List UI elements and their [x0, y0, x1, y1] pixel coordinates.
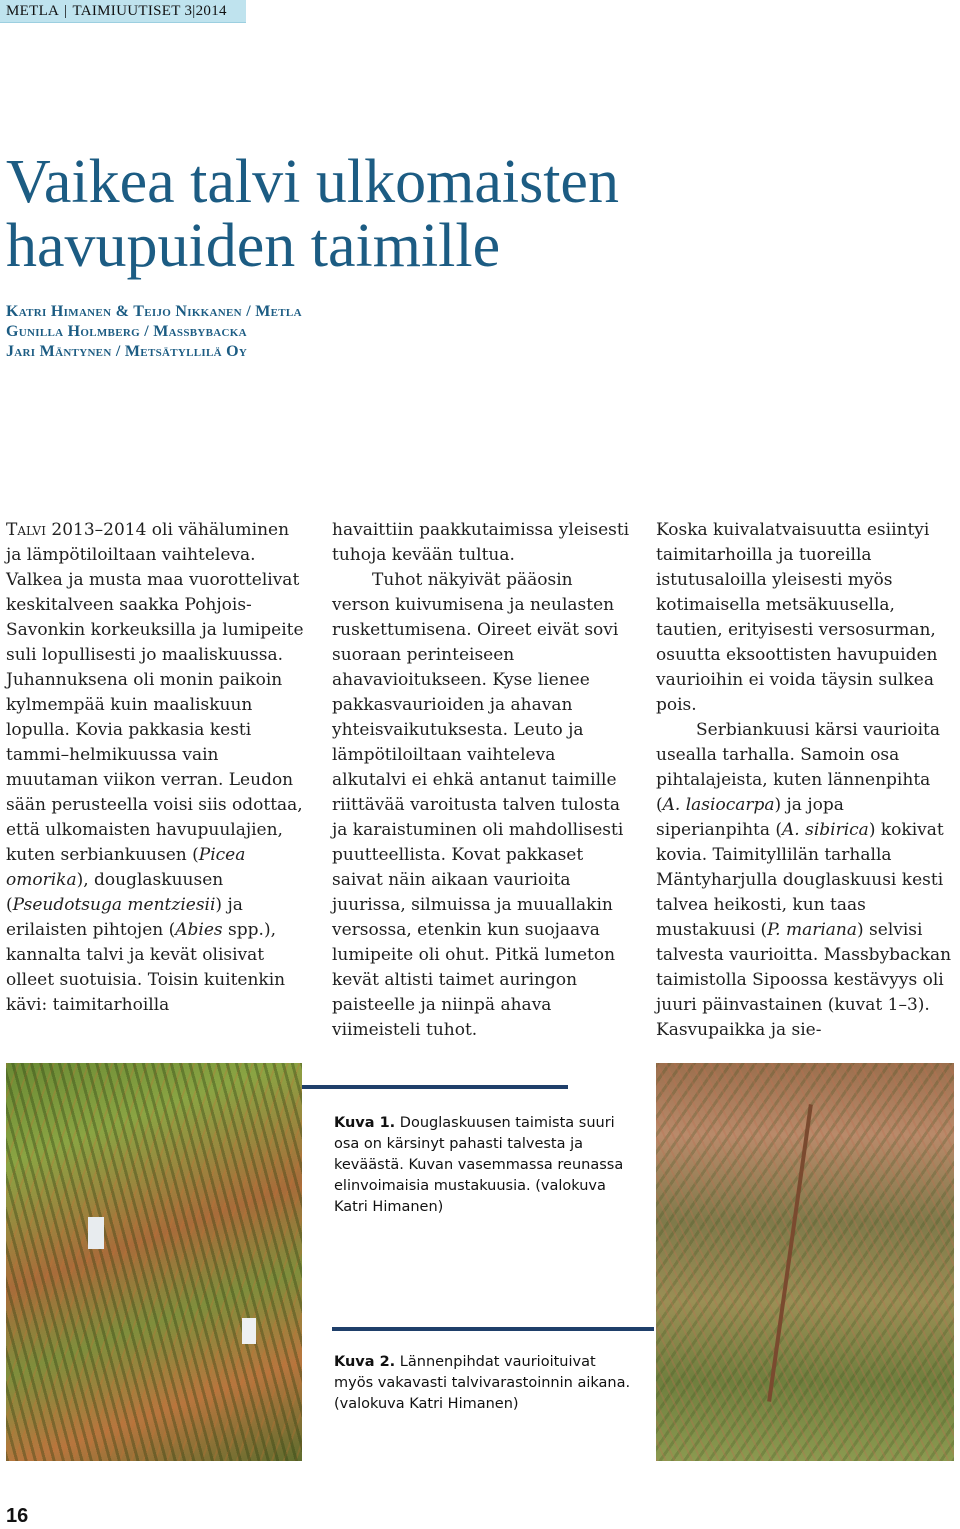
text-run: ) ja jopa siperianpihta (	[656, 795, 844, 840]
paragraph	[6, 518, 306, 1018]
page-number: 16	[6, 1505, 29, 1527]
text-run: spp.), kannalta talvi ja kevät olisivat olleet suotuisia. Toisin kuitenkin kävi: taimitarhoilla	[6, 920, 286, 1015]
article-title	[6, 150, 906, 278]
species-name: Pseudotsuga mentziesii	[12, 895, 216, 915]
text-run: ), douglaskuusen (	[6, 870, 224, 915]
author-line: Jari Mäntynen / Metsätyllilä Oy	[6, 343, 248, 360]
plant-label-tag	[242, 1318, 256, 1344]
text-run: Serbiankuusi kärsi vaurioita usealla tarhalla. Samoin osa pihtalajeista, kuten lännenpihta (	[656, 720, 941, 815]
photo-subalpine-fir-seedlings	[656, 1063, 954, 1461]
paragraph: Tuhot näkyivät pääosin verson kuivumisena ja neulasten ruskettumisena. Oireet eivät sovi suoraan perinteiseen ahavavioitukseen. Kyse lienee pakkasvaurioiden ja ahavan yhteisvaikutuksesta. Leuto ja lämpötiloiltaan vaihteleva alkutalvi ei ehkä antanut taimille riittävää varoitusta talven tulosta ja karaistuminen oli mahdollisesti puutteellista. Kovat pakkaset saivat näin aikaan vaurioita juurissa, silmuissa ja muuallakin versossa, etenkin kun suojaava lumipeite oli ohut. Pitkä lumeton kevät altisti taimet auringon paisteelle ja niinpä ahava viimeisteli tuhot.	[332, 570, 624, 1040]
caption-label: Kuva 2.	[334, 1354, 396, 1370]
caption-kuva-2	[334, 1352, 634, 1415]
running-header	[0, 0, 246, 23]
text-run: ) selvisi talvesta vaurioitta. Massbybackan taimistolla Sipoossa kestävyys oli juuri päinvastainen (kuvat 1–3). Kasvupaikka ja sie-	[656, 920, 952, 1040]
title-line-1: Vaikea talvi ulkomaisten	[6, 148, 619, 216]
paragraph	[656, 718, 956, 1043]
lead-word: Talvi	[6, 520, 46, 540]
caption-kuva-1	[334, 1113, 634, 1218]
header-series: TAIMIUUTISET	[72, 3, 181, 19]
header-org: METLA	[6, 3, 60, 19]
photo-douglas-fir-seedlings	[6, 1063, 302, 1461]
text-run: ) kokivat kovia. Taimityllilän tarhalla Mäntyharjulla douglaskuusi kesti talvea heikosti, kun taas mustakuusi (	[656, 820, 944, 940]
text-column-2	[332, 518, 632, 1043]
header-issue: 3|2014	[184, 3, 227, 19]
header-separator: |	[64, 3, 68, 19]
species-name: Picea omorika	[6, 845, 246, 890]
paragraph: Koska kuivalatvaisuutta esiintyi taimitarhoilla ja tuoreilla istutusaloilla yleisesti myös kotimaisella metsäkuusella, tautien, erityisesti versosurman, osuutta eksoottisten havupuiden vaurioihin ei voida täysin sulkea pois.	[656, 520, 938, 715]
caption-text: Lännenpihdat vaurioituivat myös vakavasti talvivarastoinnin aikana. (valokuva Katri Himanen)	[334, 1354, 631, 1412]
plant-label-tag	[88, 1217, 104, 1249]
caption-text: Douglaskuusen taimista suuri osa on kärsinyt pahasti talvesta ja keväästä. Kuvan vasemmassa reunassa elinvoimaisia mustakuusia. (valokuva Katri Himanen)	[334, 1115, 624, 1215]
caption-label: Kuva 1.	[334, 1115, 396, 1131]
text-column-3	[656, 518, 956, 1043]
author-line: Gunilla Holmberg / Massbybacka	[6, 323, 247, 340]
author-line: Katri Himanen & Teijo Nikkanen / Metla	[6, 303, 302, 320]
caption-rule	[302, 1085, 568, 1089]
species-name: A. sibirica	[782, 820, 869, 840]
caption-rule	[332, 1327, 654, 1331]
text-column-1	[6, 518, 306, 1018]
species-name: A. lasiocarpa	[662, 795, 775, 815]
author-list	[6, 302, 706, 362]
text-run: 2013–2014 oli vähäluminen ja lämpötiloiltaan vaihteleva. Valkea ja musta maa vuorottelivat keskitalveen saakka Pohjois-Savonkin korkeuksilla ja lumipeite suli lopullisesti jo maaliskuussa. Juhannuksena oli monin paikoin kylmempää kuin maaliskuun lopulla. Kovia pakkasia kesti tammi–helmikuussa vain muutaman viikon verran. Leudon sään perusteella voisi siis odottaa, että ulkomaisten havupuulajien, kuten serbiankuusen (	[6, 520, 304, 865]
paragraph: havaittiin paakkutaimissa yleisesti tuhoja kevään tultua.	[332, 520, 630, 565]
species-name: P. mariana	[767, 920, 857, 940]
species-name: Abies	[175, 920, 223, 940]
seedling-stem	[767, 1104, 813, 1402]
title-line-2: havupuiden taimille	[6, 212, 501, 280]
text-run: ) ja erilaisten pihtojen (	[6, 895, 243, 940]
